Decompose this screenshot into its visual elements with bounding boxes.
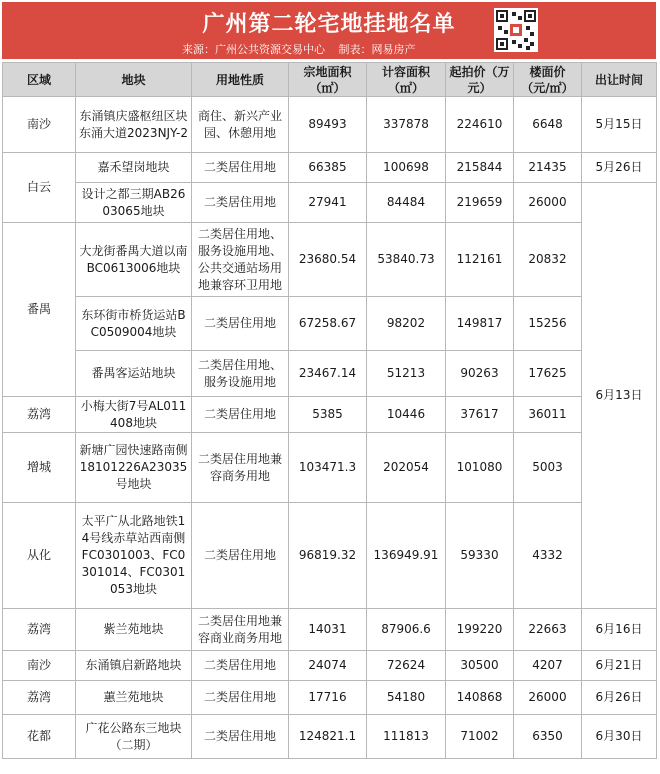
table-row <box>3 223 657 297</box>
qr-code-graphic <box>496 10 536 50</box>
column-header: 宗地面积（㎡） <box>289 63 367 97</box>
parcel-cell: 东涌镇启新路地块 <box>76 651 192 681</box>
region-cell: 荔湾 <box>3 397 76 433</box>
region-cell: 从化 <box>3 503 76 609</box>
gfa-cell: 111813 <box>367 715 446 759</box>
land-use-cell: 二类居住用地兼容商务用地 <box>192 433 289 503</box>
floor-price-cell: 5003 <box>514 433 582 503</box>
date-cell: 6月26日 <box>582 681 657 715</box>
floor-price-cell: 22663 <box>514 609 582 651</box>
parcel-cell: 太平广从北路地铁14号线赤草站西南侧 FC0301003、FC0301014、FC0301053地块 <box>76 503 192 609</box>
start-price-cell: 149817 <box>446 297 514 351</box>
source-text: 来源：广州公共资源交易中心 <box>182 43 325 56</box>
page-title: 广州第二轮宅地挂地名单 <box>202 12 456 37</box>
parcel-cell: 设计之都三期AB2603065地块 <box>76 183 192 223</box>
land-parcel-table <box>2 62 657 759</box>
floor-price-cell: 17625 <box>514 351 582 397</box>
land-use-cell: 二类居住用地 <box>192 183 289 223</box>
producer-text: 制表：网易房产 <box>338 43 416 56</box>
site-area-cell: 5385 <box>289 397 367 433</box>
site-area-cell: 89493 <box>289 97 367 153</box>
table-row <box>3 609 657 651</box>
column-header: 区域 <box>3 63 76 97</box>
date-cell: 6月30日 <box>582 715 657 759</box>
gfa-cell: 51213 <box>367 351 446 397</box>
gfa-cell: 84484 <box>367 183 446 223</box>
site-area-cell: 24074 <box>289 651 367 681</box>
column-header: 计容面积（㎡） <box>367 63 446 97</box>
land-use-cell: 二类居住用地、服务设施用地 <box>192 351 289 397</box>
title-banner <box>2 2 656 59</box>
start-price-cell: 59330 <box>446 503 514 609</box>
date-cell: 5月26日 <box>582 153 657 183</box>
land-use-cell: 二类居住用地兼容商业商务用地 <box>192 609 289 651</box>
start-price-cell: 199220 <box>446 609 514 651</box>
region-cell: 番禺 <box>3 223 76 397</box>
site-area-cell: 14031 <box>289 609 367 651</box>
start-price-cell: 37617 <box>446 397 514 433</box>
parcel-cell: 大龙街番禺大道以南BC0613006地块 <box>76 223 192 297</box>
column-header: 用地性质 <box>192 63 289 97</box>
table-row <box>3 183 657 223</box>
start-price-cell: 30500 <box>446 651 514 681</box>
site-area-cell: 96819.32 <box>289 503 367 609</box>
parcel-cell: 广花公路东三地块（二期） <box>76 715 192 759</box>
gfa-cell: 202054 <box>367 433 446 503</box>
date-cell: 6月13日 <box>582 183 657 609</box>
floor-price-cell: 26000 <box>514 183 582 223</box>
date-cell: 6月16日 <box>582 609 657 651</box>
table-row <box>3 433 657 503</box>
gfa-cell: 10446 <box>367 397 446 433</box>
site-area-cell: 23680.54 <box>289 223 367 297</box>
start-price-cell: 224610 <box>446 97 514 153</box>
floor-price-cell: 4332 <box>514 503 582 609</box>
column-header: 地块 <box>76 63 192 97</box>
gfa-cell: 53840.73 <box>367 223 446 297</box>
start-price-cell: 219659 <box>446 183 514 223</box>
site-area-cell: 66385 <box>289 153 367 183</box>
table-row <box>3 681 657 715</box>
gfa-cell: 100698 <box>367 153 446 183</box>
floor-price-cell: 36011 <box>514 397 582 433</box>
land-use-cell: 二类居住用地 <box>192 153 289 183</box>
start-price-cell: 101080 <box>446 433 514 503</box>
land-use-cell: 二类居住用地 <box>192 397 289 433</box>
region-cell: 白云 <box>3 153 76 223</box>
gfa-cell: 54180 <box>367 681 446 715</box>
table-header-row <box>3 63 657 97</box>
region-cell: 南沙 <box>3 97 76 153</box>
column-header: 起拍价（万元） <box>446 63 514 97</box>
region-cell: 增城 <box>3 433 76 503</box>
table-row <box>3 97 657 153</box>
gfa-cell: 87906.6 <box>367 609 446 651</box>
parcel-cell: 新塘广园快速路南侧 18101226A23035号地块 <box>76 433 192 503</box>
parcel-cell: 蕙兰苑地块 <box>76 681 192 715</box>
table-row <box>3 715 657 759</box>
column-header: 出让时间 <box>582 63 657 97</box>
column-header: 楼面价（元/㎡） <box>514 63 582 97</box>
region-cell: 荔湾 <box>3 609 76 651</box>
date-cell: 6月21日 <box>582 651 657 681</box>
site-area-cell: 67258.67 <box>289 297 367 351</box>
gfa-cell: 136949.91 <box>367 503 446 609</box>
land-use-cell: 二类居住用地 <box>192 503 289 609</box>
table-row <box>3 297 657 351</box>
site-area-cell: 103471.3 <box>289 433 367 503</box>
land-use-cell: 二类居住用地 <box>192 297 289 351</box>
region-cell: 南沙 <box>3 651 76 681</box>
land-use-cell: 二类居住用地 <box>192 681 289 715</box>
gfa-cell: 337878 <box>367 97 446 153</box>
floor-price-cell: 6648 <box>514 97 582 153</box>
region-cell: 荔湾 <box>3 681 76 715</box>
source-line <box>182 41 426 57</box>
parcel-cell: 嘉禾望岗地块 <box>76 153 192 183</box>
qr-code-icon <box>494 8 538 52</box>
start-price-cell: 140868 <box>446 681 514 715</box>
parcel-cell: 小梅大街7号AL011408地块 <box>76 397 192 433</box>
table-row <box>3 153 657 183</box>
site-area-cell: 17716 <box>289 681 367 715</box>
parcel-cell: 紫兰苑地块 <box>76 609 192 651</box>
site-area-cell: 27941 <box>289 183 367 223</box>
land-use-cell: 商住、新兴产业园、休憩用地 <box>192 97 289 153</box>
land-use-cell: 二类居住用地 <box>192 715 289 759</box>
land-use-cell: 二类居住用地、服务设施用地、公共交通站场用地兼容环卫用地 <box>192 223 289 297</box>
start-price-cell: 71002 <box>446 715 514 759</box>
table-row <box>3 397 657 433</box>
land-use-cell: 二类居住用地 <box>192 651 289 681</box>
table-row <box>3 503 657 609</box>
start-price-cell: 215844 <box>446 153 514 183</box>
parcel-cell: 东环街市桥货运站BC0509004地块 <box>76 297 192 351</box>
table-row <box>3 351 657 397</box>
floor-price-cell: 20832 <box>514 223 582 297</box>
floor-price-cell: 4207 <box>514 651 582 681</box>
floor-price-cell: 6350 <box>514 715 582 759</box>
gfa-cell: 72624 <box>367 651 446 681</box>
table-row <box>3 651 657 681</box>
floor-price-cell: 26000 <box>514 681 582 715</box>
start-price-cell: 90263 <box>446 351 514 397</box>
parcel-cell: 番禺客运站地块 <box>76 351 192 397</box>
region-cell: 花都 <box>3 715 76 759</box>
site-area-cell: 124821.1 <box>289 715 367 759</box>
date-cell: 5月15日 <box>582 97 657 153</box>
gfa-cell: 98202 <box>367 297 446 351</box>
floor-price-cell: 21435 <box>514 153 582 183</box>
parcel-cell: 东涌镇庆盛枢纽区块东涌大道2023NJY-2 <box>76 97 192 153</box>
site-area-cell: 23467.14 <box>289 351 367 397</box>
start-price-cell: 112161 <box>446 223 514 297</box>
floor-price-cell: 15256 <box>514 297 582 351</box>
